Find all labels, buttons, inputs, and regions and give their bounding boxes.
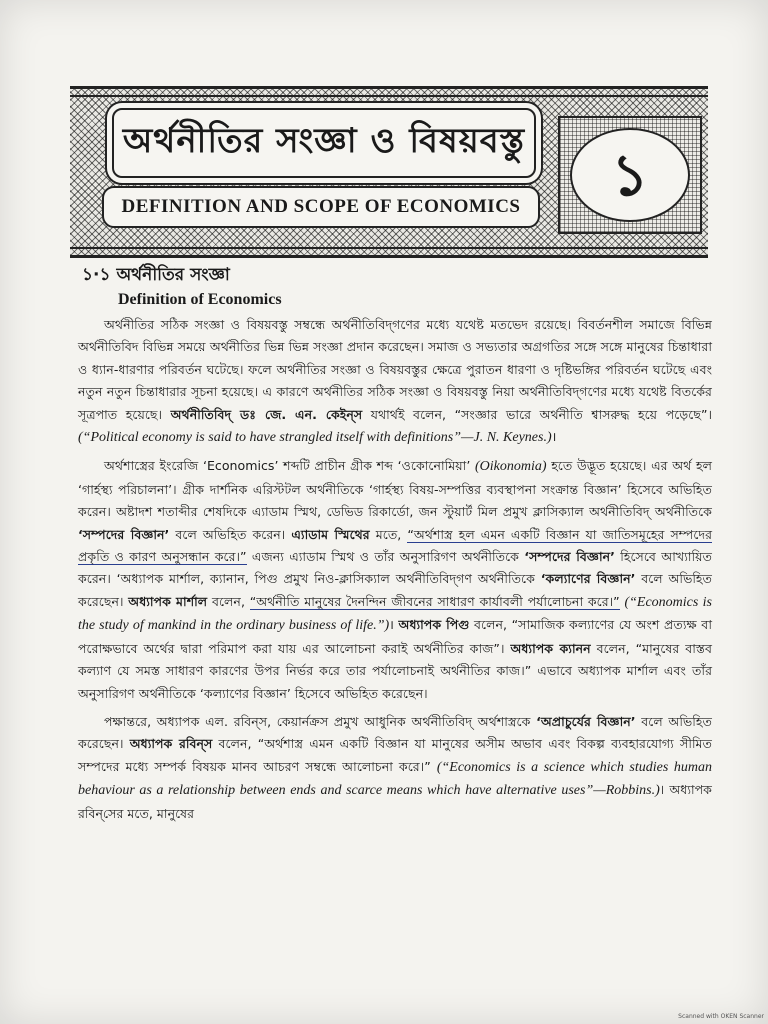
text-run: বলেন, <box>211 593 245 609</box>
paragraph-3 <box>78 711 712 825</box>
text-run: বলেন, “সামাজিক কল্যাণের যে অংশ প্রত্যক্ষ বা পরোক্ষভাবে অর্থের দ্বারা পরিমাপ করা যায় এর আলোচনা করাই অর্থনীতির কাজ”। <box>78 617 712 656</box>
text-run: । <box>551 429 557 445</box>
text-run: পক্ষান্তরে, অধ্যাপক এল. রবিন্‌স, কেয়ার্নক্রস প্রমুখ আধুনিক অর্থনীতিবিদ্ অর্থশাস্ত্রকে <box>104 713 531 729</box>
paragraph-1 <box>78 314 712 449</box>
bold-run: অধ্যাপক পিগু <box>398 617 470 633</box>
chapter-number-oval <box>570 128 690 222</box>
chapter-title-en: DEFINITION AND SCOPE OF ECONOMICS <box>121 196 521 217</box>
text-run: অর্থশাস্ত্রের ইংরেজি ‘Economics’ শব্দটি প্রাচীন গ্রীক শব্দ ‘ওকোনোমিয়া’ <box>104 458 471 474</box>
underlined-quote: “অর্থশাস্ত্র হল এমন একটি বিজ্ঞান যা জাতিসমূহের সম্পদের প্রকৃতি ও কারণ অনুসন্ধান করে।” <box>78 526 712 565</box>
text-run: বলে অভিহিত করেন। <box>175 526 286 542</box>
text-run: । <box>389 617 394 633</box>
title-bn-box <box>112 108 536 178</box>
title-en-box <box>102 186 540 228</box>
paragraph-2 <box>78 455 712 704</box>
bold-run: অধ্যাপক মার্শাল <box>128 593 208 609</box>
text-run: বলেন, “অর্থশাস্ত্র এমন একটি বিজ্ঞান যা মানুষের অসীম অভাব এবং বিকল্প ব্যবহারযোগ্য সীমিত সম্পদের মধ্যে সম্পর্ক বিষয়ক মানব আচরণ সম্বন্ধে আলোচনা করে।” <box>78 736 712 774</box>
bold-run: ‘অপ্রাচুর্যের বিজ্ঞান’ <box>536 713 636 729</box>
scanner-watermark: Scanned with OKEN Scanner <box>678 1013 764 1020</box>
underlined-quote: “অর্থনীতি মানুষের দৈনন্দিন জীবনের সাধারণ কার্যাবলী পর্যালোচনা করে।” <box>249 593 620 609</box>
text-run: মতে, <box>375 526 402 542</box>
bold-run: অধ্যাপক রবিন্‌স <box>129 736 213 752</box>
text-run: বলেন, “মানুষের বাস্তব কল্যাণ যে সমস্ত সাধারণ কারণের উপর নির্ভর করে তার পর্যালোচনাই অর্থনীতির কাজ।” এভাবে অধ্যাপক মার্শাল এবং তাঁর অনুসারিগণ অর্থনীতিকে ‘কল্যাণের বিজ্ঞান’ হিসেবে অভিহিত করেছেন। <box>78 640 712 701</box>
text-run: । অধ্যাপক রবিন্‌সের মতে, মানুষের <box>78 782 712 821</box>
text-run: এজন্য এ্যাডাম স্মিথ ও তাঁর অনুসারিগণ অর্থনীতিকে <box>251 549 519 565</box>
bold-run: ‘সম্পদের বিজ্ঞান’ <box>78 526 170 542</box>
section-heading: ১·১ অর্থনীতির সংজ্ঞা <box>82 265 230 285</box>
text-run: যথার্থই বলেন, “সংজ্ঞার ভারে অর্থনীতি শ্বাসরুদ্ধ হয়ে পড়েছে”। <box>370 406 712 422</box>
bold-run: অর্থনীতিবিদ্ ডঃ জে. এন. কেইন্‌স <box>170 406 363 422</box>
bold-run: ‘কল্যাণের বিজ্ঞান’ <box>540 571 636 587</box>
text-run: হতে উদ্ভূত হয়েছে। এর অর্থ হল ‘গার্হস্থ্য পরিচালনা’। গ্রীক দার্শনিক এরিস্টটল অর্থনীতিকে ‘গার্হস্থ্য বিষয়-সম্পত্তির ব্যবস্থাপনা সংক্রান্ত বিজ্ঞান’ হিসেবে অভিহিত করেন। অষ্টাদশ শতাব্দীর শেষদিকে এ্যাডাম স্মিথ, ডেভিড রিকার্ডো, জন স্টুয়ার্ট মিল প্রমুখ ক্লাসিক্যাল অর্থনীতিবিদ্ অর্থনীতিকে <box>78 458 712 520</box>
section-subheading: Definition of Economics <box>118 291 282 308</box>
bold-run: অধ্যাপক ক্যানন <box>510 640 591 656</box>
text-run: বলে অভিহিত করেছেন। <box>78 713 712 752</box>
english-term: (Oikonomia) <box>474 459 547 475</box>
english-quote: (“Economics is a science which studies human behaviour as a relationship between ends and scarce means which have alternative uses”—Robbins.) <box>78 759 712 799</box>
bold-run: এ্যাডাম স্মিথের <box>291 526 370 542</box>
body-text <box>78 314 712 831</box>
text-run: অর্থনীতির সঠিক সংজ্ঞা ও বিষয়বস্তু সম্বন্ধে অর্থনীতিবিদ্‌গণের মধ্যে যথেষ্ট মতভেদ রয়েছে। বিবর্তনশীল সমাজে বিভিন্ন অর্থনীতিবিদ বিভিন্ন সময়ে অর্থনীতির ভিন্ন ভিন্ন সংজ্ঞা প্রদান করেছেন। সমাজ ও সভ্যতার অগ্রগতির সঙ্গে সঙ্গে মানুষের চিন্তাধারা ও ধ্যান-ধারণার পরিবর্তন ঘটেছে। ফলে অর্থনীতির সংজ্ঞা ও বিষয়বস্তুর ক্ষেত্রে পুরাতন ধারণা ও দৃষ্টিভঙ্গির পরিবর্তন ঘটেছে এবং নতুন নতুন চিন্তাধারার সূচনা হয়েছে। এ কারণে অর্থনীতির সঠিক সংজ্ঞা ও বিষয়বস্তু নিয়া অর্থনীতিবিদ্‌গণের মধ্যে যথেষ্ট বিতর্কের সূত্রপাত হয়েছে। <box>78 317 712 422</box>
bold-run: ‘সম্পদের বিজ্ঞান’ <box>524 549 615 565</box>
english-quote: (“Political economy is said to have strangled itself with definitions”—J. N. Keynes.) <box>78 430 552 446</box>
chapter-title-bn: অর্থনীতির সংজ্ঞা ও বিষয়বস্তু <box>122 120 526 161</box>
text-run: বলে অভিহিত করেছেন। <box>78 571 713 609</box>
english-quote: (“Economics is the study of mankind in the ordinary business of life.”) <box>78 594 712 634</box>
chapter-number: ১ <box>611 141 649 209</box>
text-run: হিসেবে আখ্যায়িত করেন। ‘অধ্যাপক মার্শাল, ক্যানান, পিগু প্রমুখ নিও-ক্লাসিক্যাল অর্থনীতিবিদ্‌গণ অর্থনীতিকে <box>78 549 712 587</box>
